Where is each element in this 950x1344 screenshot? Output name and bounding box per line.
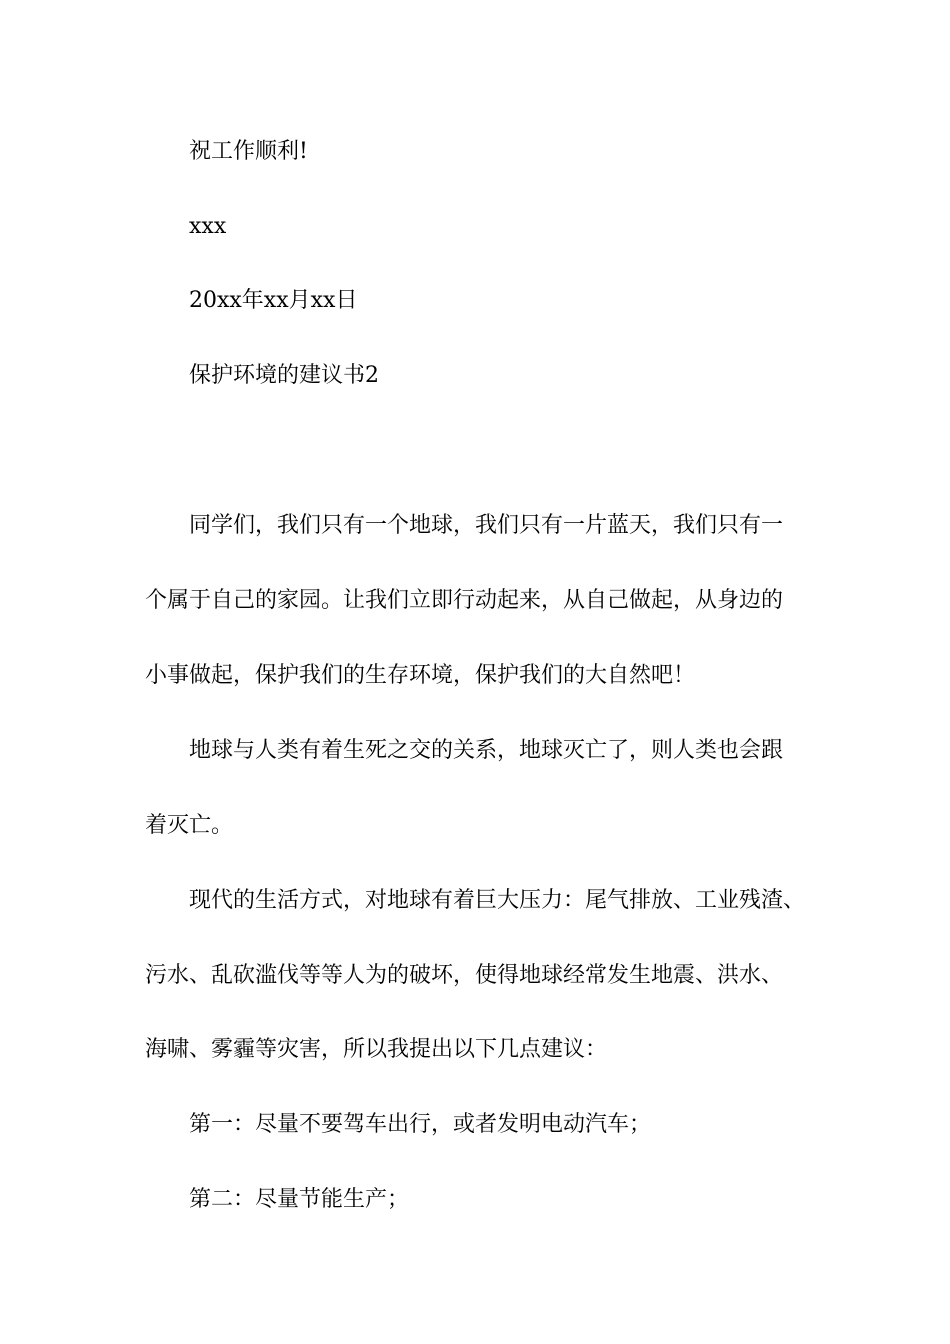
paragraph-1-line-1: 同学们，我们只有一个地球，我们只有一片蓝天，我们只有一: [189, 513, 784, 538]
paragraph-3-line-1: 现代的生活方式，对地球有着巨大压力：尾气排放、工业残渣、: [189, 888, 806, 913]
closing-line: 祝工作顺利!: [189, 139, 308, 164]
paragraph-1-line-2: 个属于自己的家园。让我们立即行动起来，从自己做起，从身边的: [145, 588, 784, 613]
paragraph-3-line-2: 污水、乱砍滥伐等等人为的破坏，使得地球经常发生地震、洪水、: [145, 963, 784, 988]
paragraph-1-line-3: 小事做起，保护我们的生存环境，保护我们的大自然吧！: [145, 663, 696, 688]
date-line: 20xx年xx月xx日: [189, 288, 358, 313]
paragraph-2-line-2: 着灭亡。: [145, 813, 234, 838]
suggestion-2: 第二：尽量节能生产；: [189, 1187, 410, 1212]
paragraph-3-line-3: 海啸、雾霾等灾害，所以我提出以下几点建议：: [145, 1037, 608, 1062]
paragraph-2-line-1: 地球与人类有着生死之交的关系，地球灭亡了，则人类也会跟: [189, 738, 784, 763]
signature-line: xxx: [189, 214, 227, 239]
section-heading: 保护环境的建议书2: [189, 363, 379, 388]
suggestion-1: 第一：尽量不要驾车出行，或者发明电动汽车；: [189, 1112, 652, 1137]
